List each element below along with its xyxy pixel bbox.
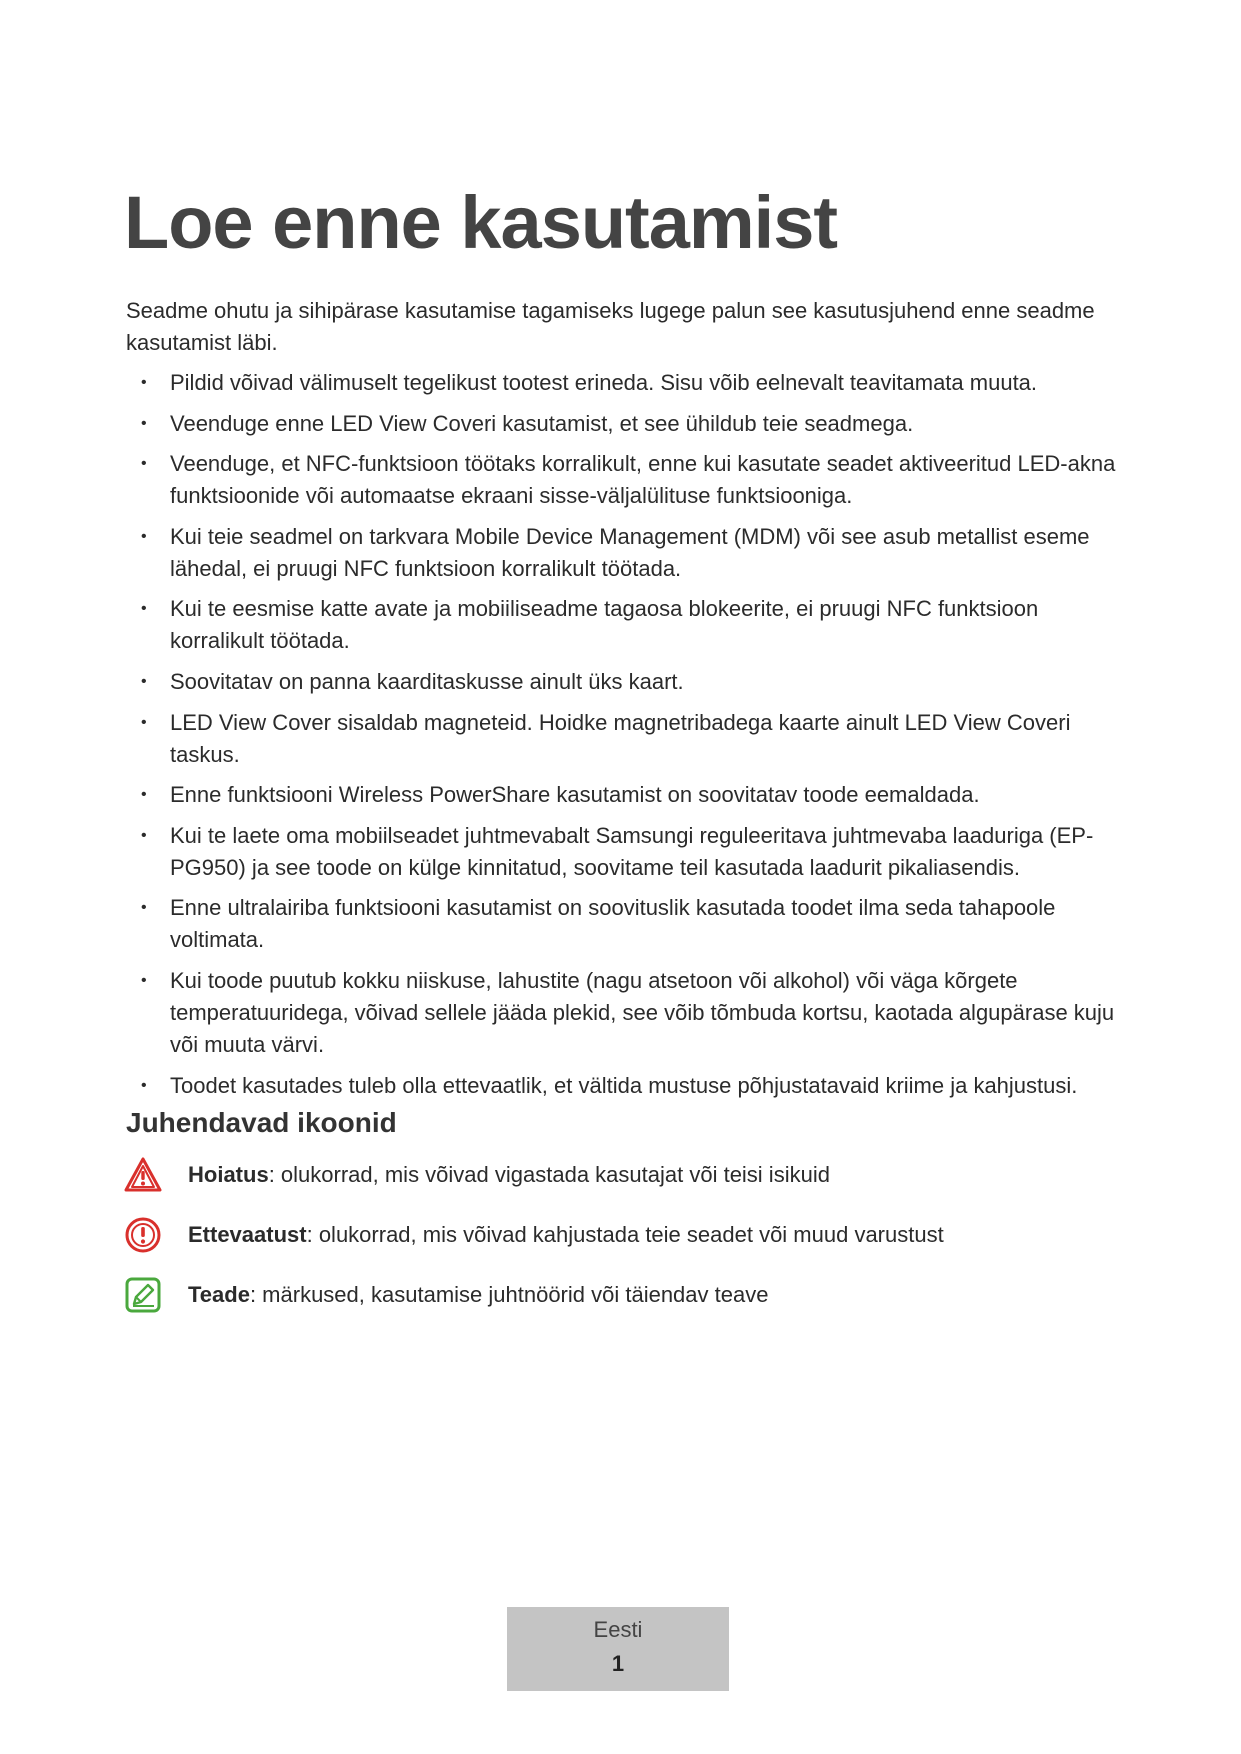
list-item — [126, 820, 1116, 884]
bullet-marker: • — [141, 455, 147, 473]
list-item-text: Pildid võivad välimuselt tegelikust tootest erineda. Sisu võib eelnevalt teavitamata muuta. — [170, 370, 1038, 395]
list-item-text: LED View Cover sisaldab magneteid. Hoidke magnetribadega kaarte ainult LED View Coveri taskus. — [170, 709, 1071, 767]
list-item-text: Enne ultralairiba funktsiooni kasutamist on soovituslik kasutada toodet ilma seda tahapoole voltimata. — [170, 895, 1056, 953]
page-footer — [507, 1607, 729, 1691]
list-item — [126, 707, 1116, 771]
bullet-marker: • — [141, 672, 147, 690]
list-item-text: Kui te laete oma mobiilseadet juhtmevabalt Samsungi reguleeritava juhtmevaba laaduriga (EP-PG950) ja see toode on külge kinnitatud, soovitame teil kasutada laadurit pikaliasendis. — [170, 822, 1094, 880]
caution-circle-icon — [124, 1216, 162, 1254]
legend-description: : märkused, kasutamise juhtnöörid või täiendav teave — [249, 1282, 769, 1307]
list-item — [126, 521, 1116, 585]
list-item — [126, 779, 1116, 811]
legend-term: Teade — [188, 1282, 250, 1307]
bullet-marker: • — [141, 786, 147, 804]
page-number: 1 — [611, 1651, 625, 1676]
list-item-text: Soovitatav on panna kaarditaskusse ainult üks kaart. — [170, 668, 684, 694]
list-item-text: Kui toode puutub kokku niiskuse, lahustite (nagu atsetoon või alkohol) või väga kõrgete temperatuuridega, võivad sellele jääda plekid, see võib tõmbuda kortsu, kaotada algupärase kuju või muuta värvi. — [170, 967, 1115, 1057]
legend-description: : olukorrad, mis võivad kahjustada teie seadet või muud varustust — [306, 1222, 944, 1247]
icon-legend-text — [188, 1280, 768, 1310]
legend-term: Ettevaatust — [188, 1222, 307, 1247]
bullet-marker: • — [141, 414, 147, 432]
bullet-marker: • — [141, 1076, 147, 1094]
legend-description: : olukorrad, mis võivad vigastada kasutajat või teisi isikuid — [268, 1162, 830, 1187]
list-item — [126, 666, 1116, 698]
list-item-text: Enne funktsiooni Wireless PowerShare kasutamist on soovitatav toode eemaldada. — [170, 782, 980, 808]
page-title: Loe enne kasutamist — [124, 181, 838, 264]
bullet-marker: • — [141, 527, 147, 545]
list-item-text: Veenduge, et NFC-funktsioon töötaks korralikult, enne kui kasutate seadet aktiveeritud LED-akna funktsioonide või automaatse ekraani sisse-väljalülituse funktsiooniga. — [170, 451, 1116, 509]
icon-legend-text — [188, 1220, 944, 1250]
bullet-marker: • — [141, 971, 147, 989]
list-item-text: Toodet kasutades tuleb olla ettevaatlik, et vältida mustuse põhjustatavaid kriime ja kahjustusi. — [170, 1072, 1078, 1098]
footer-language: Eesti — [593, 1617, 643, 1642]
precautions-list — [126, 367, 1116, 1110]
bullet-marker: • — [141, 826, 147, 844]
list-item — [126, 593, 1116, 657]
note-pencil-icon — [124, 1276, 162, 1314]
list-item-text: Kui teie seadmel on tarkvara Mobile Device Management (MDM) või see asub metallist eseme lähedal, ei pruugi NFC funktsioon korralikult töötada. — [170, 523, 1090, 581]
icon-legend-note — [124, 1276, 1124, 1316]
section-title: Juhendavad ikoonid — [126, 1107, 397, 1138]
list-item-text: Kui te eesmise katte avate ja mobiiliseadme tagaosa blokeerite, ei pruugi NFC funktsioon korralikult töötada. — [170, 596, 1039, 654]
list-item — [126, 1070, 1116, 1102]
list-item — [126, 892, 1116, 956]
list-item — [126, 448, 1116, 512]
list-item-text: Veenduge enne LED View Coveri kasutamist, et see ühildub teie seadmega. — [170, 410, 914, 436]
list-item — [126, 408, 1116, 440]
legend-term: Hoiatus — [188, 1162, 269, 1187]
icon-legend-caution — [124, 1216, 1124, 1256]
icon-legend-text — [188, 1160, 830, 1190]
intro-paragraph: Seadme ohutu ja sihipärase kasutamise tagamiseks lugege palun see kasutusjuhend enne seadme kasutamist läbi. — [126, 298, 1095, 355]
warning-triangle-icon — [124, 1156, 162, 1194]
bullet-marker: • — [141, 600, 147, 618]
bullet-marker: • — [141, 899, 147, 917]
list-item — [126, 367, 1116, 399]
bullet-marker: • — [141, 374, 147, 391]
list-item — [126, 965, 1116, 1061]
bullet-marker: • — [141, 713, 147, 731]
icon-legend-warning — [124, 1156, 1124, 1196]
